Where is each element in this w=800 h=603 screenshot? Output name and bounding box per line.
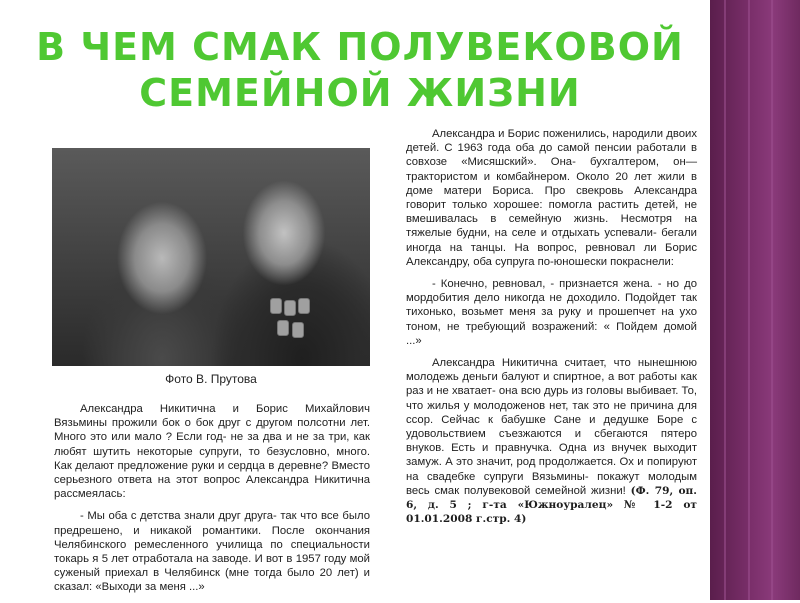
- right-column: [406, 127, 697, 526]
- page-title: [30, 24, 690, 116]
- medal-icon: [277, 320, 289, 336]
- archive-source: (Ф. 79, оп. 6, д. 5 ; г-та «Южноуралец» № 1-2 от 01.01.2008 г.стр. 4): [406, 484, 697, 526]
- right-paragraph-1: Александра и Борис поженились, народили двоих детей. С 1963 года оба до самой пенсии работали в совхозе «Мисяшский». Она- бухгалтером, он—трактористом и комбайнером. Около 20 лет жили в доме матери Бориса. Про свекровь Александра говорит только хорошее: помогла растить детей, не вмешивалась в семейную жизнь. Несмотря на тяжелые будни, на селе и отдыхать успевали- бегали иногда на танцы. На вопрос, ревновал ли Борис Александру, оба супруга по-юношески покраснели:: [406, 128, 697, 268]
- right-paragraph-3-text: Александра Никитична считает, что нынешнюю молодежь деньги балуют и спиртное, а вот работы как раз и не хватает- она всю дурь из головы выбивает. То, что жилья у молодоженов нет, так это не причина для ссор. Сейчас к бабушке Сане и дедушке Боре с удовольствием съезжаются и сбегаются пятеро внуков. Есть и правнучка. Одна из внучек выходит замуж. А это значит, род продолжается. Ох и попируют на свадебке супруги Вязьмины- покажут молодым весь смак полувековой семейной жизни!: [406, 357, 697, 497]
- side-bar-stripe: [771, 0, 773, 600]
- photo-caption: Фото В. Прутова: [165, 372, 257, 386]
- medal-icon: [284, 300, 296, 316]
- left-paragraph-1: Александра Никитична и Борис Михайлович Вязьмины прожили бок о бок друг с другом полсотни лет. Много это или мало ? Если год- не за два и не за три, как любят шутить некоторые супруги, то безусловно, много. Как делают предложение руки и сердца в деревне? Вместо серьезного ответа на этот вопрос Александра Никитична рассмеялась:: [54, 403, 370, 501]
- left-column: [54, 402, 370, 603]
- medal-icon: [292, 322, 304, 338]
- decorative-side-bar: [710, 0, 800, 600]
- left-paragraph-2: - Мы оба с детства знали друг друга- так что все было предрешено, и никакой романтики. После окончания Челябинского ремесленного училища по специальности токарь я 5 лет отработала на заводе. И вот в 1957 году мой суженый приехал в Челябинск (мне тогда было 20 лет) и сказал: «Выходи за меня ...»: [54, 510, 370, 594]
- side-bar-stripe: [724, 0, 726, 600]
- side-bar-stripe: [748, 0, 750, 600]
- medal-icon: [298, 298, 310, 314]
- right-paragraph-2: - Конечно, ревновал, - признается жена. - но до мордобития дело никогда не доходило. Подойдет так тихонько, возьмет меня за руку и прошепчет на ухо тоном, не требующий возражений: « Пойдем домой ...»: [406, 278, 697, 347]
- right-paragraph-3: [406, 356, 697, 526]
- medal-icon: [270, 298, 282, 314]
- couple-photo: [52, 148, 370, 366]
- title-line-1: В ЧЕМ СМАК ПОЛУВЕКОВОЙ: [36, 25, 684, 69]
- title-line-2: СЕМЕЙНОЙ ЖИЗНИ: [139, 71, 581, 115]
